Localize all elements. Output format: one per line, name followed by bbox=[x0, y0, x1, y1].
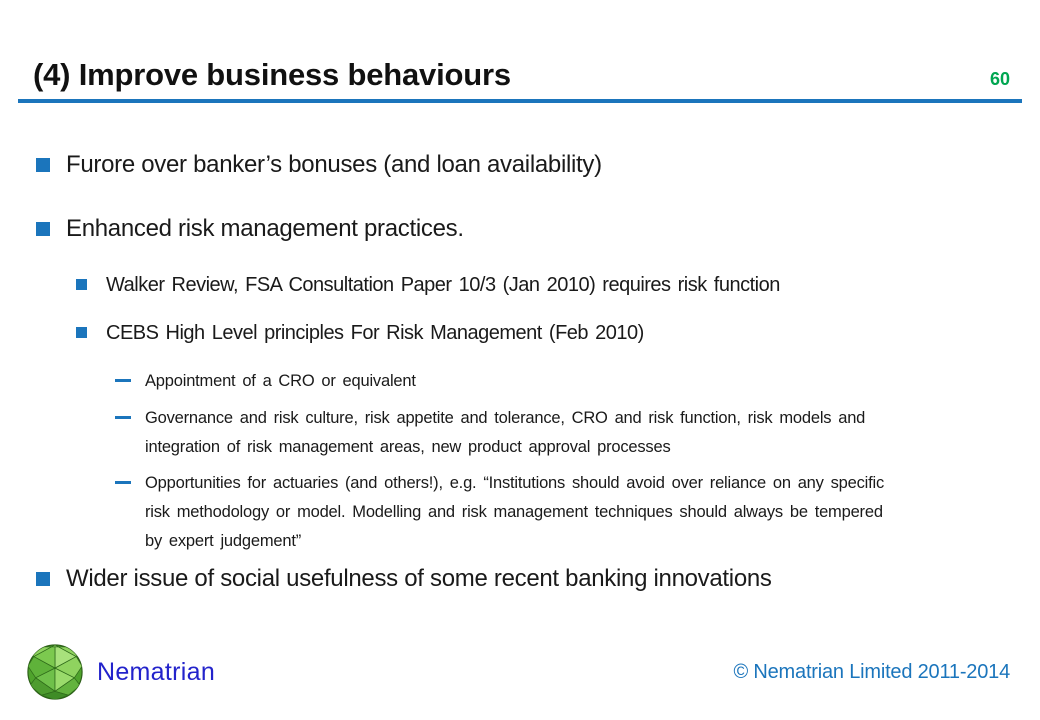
bullet-item bbox=[36, 150, 1040, 180]
bullet-item bbox=[36, 214, 1040, 244]
dash-bullet-icon bbox=[115, 379, 131, 382]
bullet-text: Opportunities for actuaries (and others!), e.g. “Institutions should avoid over reliance on any specific risk methodology or model. Modelling and risk management techniques should always be tempered by expert judgement” bbox=[145, 474, 884, 550]
bullet-item bbox=[115, 469, 1040, 556]
slide-content bbox=[0, 104, 1040, 594]
title-divider bbox=[18, 99, 1022, 103]
square-bullet-icon bbox=[76, 327, 87, 338]
bullet-item bbox=[115, 404, 1040, 462]
nematrian-logo-icon bbox=[26, 643, 84, 701]
page-title: (4) Improve business behaviours bbox=[33, 57, 511, 92]
square-bullet-icon bbox=[36, 158, 50, 172]
copyright-text: © Nematrian Limited 2011-2014 bbox=[733, 660, 1010, 683]
dash-bullet-icon bbox=[115, 481, 131, 484]
brand bbox=[26, 643, 215, 701]
bullet-text: Enhanced risk management practices. bbox=[66, 215, 464, 242]
bullet-text: Appointment of a CRO or equivalent bbox=[145, 372, 416, 390]
bullet-item bbox=[76, 320, 1040, 346]
bullet-item bbox=[36, 564, 1040, 594]
brand-name: Nematrian bbox=[97, 657, 216, 686]
slide-footer bbox=[26, 641, 1010, 703]
bullet-item bbox=[115, 367, 1040, 396]
bullet-item bbox=[76, 272, 1040, 298]
dash-bullet-icon bbox=[115, 416, 131, 419]
square-bullet-icon bbox=[76, 279, 87, 290]
bullet-text: CEBS High Level principles For Risk Management (Feb 2010) bbox=[106, 322, 644, 344]
square-bullet-icon bbox=[36, 572, 50, 586]
slide-header bbox=[33, 56, 1010, 93]
bullet-text: Governance and risk culture, risk appetite and tolerance, CRO and risk function, risk models and integration of risk management areas, new product approval processes bbox=[145, 409, 866, 456]
square-bullet-icon bbox=[36, 222, 50, 236]
bullet-text: Wider issue of social usefulness of some recent banking innovations bbox=[66, 565, 772, 592]
page-number: 60 bbox=[989, 69, 1010, 89]
bullet-text: Walker Review, FSA Consultation Paper 10/3 (Jan 2010) requires risk function bbox=[106, 274, 780, 296]
bullet-text: Furore over banker’s bonuses (and loan availability) bbox=[66, 151, 602, 178]
